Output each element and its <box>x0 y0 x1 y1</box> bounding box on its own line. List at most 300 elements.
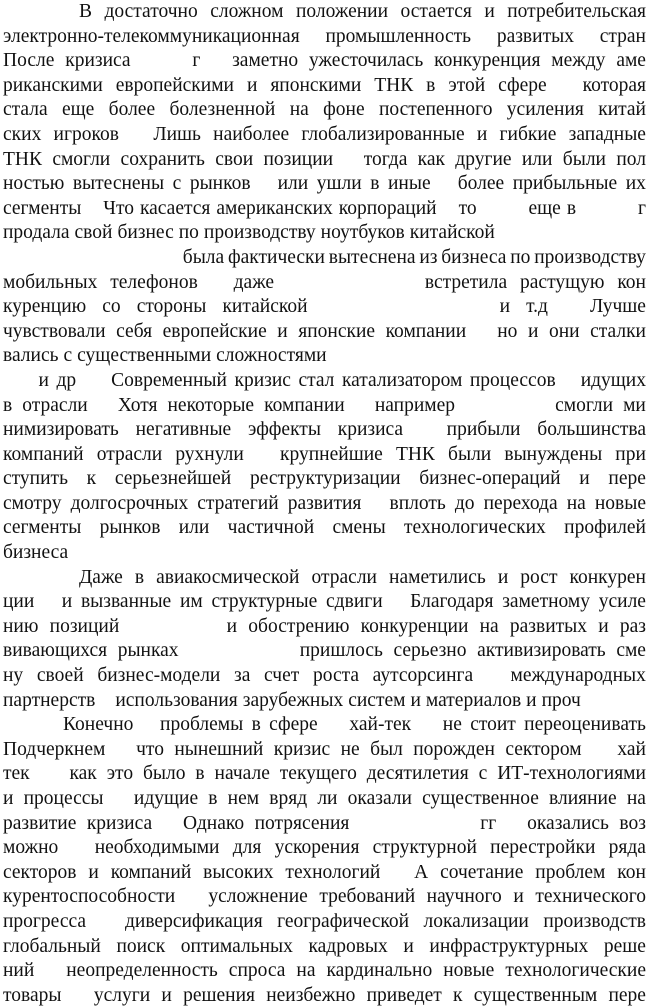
word: смены <box>332 517 386 539</box>
word: и <box>246 74 258 96</box>
word: ушли <box>316 173 362 195</box>
word: производств <box>543 910 646 932</box>
word: в <box>208 788 218 809</box>
word: на <box>289 99 309 121</box>
word: не <box>442 714 462 736</box>
word: со <box>102 296 121 318</box>
text-line <box>3 74 646 99</box>
word: новые <box>443 960 495 982</box>
text-line <box>3 123 646 148</box>
word: материалов <box>425 689 522 711</box>
word: перехода <box>483 492 558 514</box>
blank-gap <box>287 271 412 296</box>
word: и <box>3 788 14 809</box>
text-line <box>3 639 646 664</box>
word: конкуренция <box>434 50 541 72</box>
blank-gap <box>45 959 55 984</box>
blank-gap <box>40 762 60 787</box>
blank-gap <box>507 812 517 837</box>
word: и <box>403 935 414 957</box>
word: ускорения <box>274 837 360 859</box>
blank-gap <box>187 885 197 910</box>
word: переоценивать <box>524 714 646 736</box>
blank-gap <box>563 369 573 394</box>
word: или <box>277 173 309 195</box>
word: их <box>625 173 646 195</box>
word: вынуждены <box>504 443 603 465</box>
word: положении <box>295 1 389 22</box>
word: к <box>453 984 463 1006</box>
text-line <box>3 295 646 320</box>
word: и <box>526 689 537 711</box>
word: стратегий <box>197 492 279 514</box>
word: достаточно <box>104 1 198 22</box>
text-line <box>3 812 646 837</box>
word: эффекты <box>248 419 321 441</box>
word: ностью <box>3 173 65 195</box>
word: стран <box>599 25 646 47</box>
word: наиболее <box>213 123 290 145</box>
word: в <box>566 197 577 219</box>
word: порожден <box>413 738 495 760</box>
word: например <box>374 394 456 416</box>
text-line <box>3 959 646 984</box>
word: ТНК <box>374 74 414 96</box>
word: тек <box>3 763 30 785</box>
text-line <box>3 861 646 886</box>
word: ми <box>623 394 646 416</box>
word: десятилетия <box>366 763 469 785</box>
text-line <box>3 418 646 443</box>
word: ужесточилась <box>309 50 424 72</box>
word: глобализированные <box>301 123 465 145</box>
word: решения <box>183 984 255 1006</box>
word: игроков <box>53 123 119 145</box>
word: оптимальных <box>180 935 293 957</box>
word: корпораций <box>338 197 437 219</box>
word: текущего <box>279 763 357 785</box>
word: на <box>626 788 646 809</box>
word: развитие <box>3 812 77 834</box>
word: производству <box>534 246 646 268</box>
blank-gap <box>79 246 179 271</box>
blank-gap <box>370 492 380 517</box>
word: и <box>476 123 488 145</box>
word: как <box>69 763 97 785</box>
word: остается <box>400 1 472 22</box>
blank-gap <box>592 738 607 763</box>
word: что <box>136 738 164 760</box>
text-line <box>3 467 646 492</box>
word: А <box>414 861 429 883</box>
word: структурные <box>211 591 318 613</box>
word: катализатором <box>341 369 463 391</box>
word: фоне <box>323 99 365 121</box>
word: ступить <box>3 468 68 490</box>
blank-gap <box>98 394 108 419</box>
word: вплоть <box>389 492 446 514</box>
text-line <box>3 369 646 394</box>
text-line <box>3 836 646 861</box>
word: сложном <box>210 1 284 22</box>
word: и <box>484 1 495 22</box>
word: американских <box>216 197 333 219</box>
word: технологий <box>285 861 381 883</box>
word: компаний <box>3 443 84 465</box>
word: рухнули <box>175 443 244 465</box>
word: т.д <box>526 296 548 318</box>
text-line <box>3 885 646 910</box>
word: сложностями <box>216 345 327 367</box>
word: тогда <box>363 148 408 170</box>
word: смотру <box>3 492 62 514</box>
word: г <box>637 197 646 219</box>
word: кон <box>617 861 646 883</box>
word: болезненной <box>169 99 276 121</box>
word: прогресса <box>3 910 87 932</box>
blank-gap <box>439 172 449 197</box>
word: ции <box>3 591 35 613</box>
word: услуги <box>93 984 151 1006</box>
word: бизнеса <box>441 246 507 268</box>
text-line <box>3 984 646 1008</box>
blank-gap <box>101 910 111 935</box>
word: Лишь <box>153 123 201 145</box>
blank-gap <box>560 74 570 99</box>
word: спроса <box>228 960 286 982</box>
blank-gap <box>114 787 124 812</box>
word: ноутбуков <box>320 222 405 244</box>
text-line <box>3 443 646 468</box>
word: В <box>79 1 93 22</box>
blank-gap <box>211 49 221 74</box>
word: сектором <box>505 738 582 760</box>
word: диверсификация <box>124 910 263 932</box>
word: Благодаря <box>410 591 494 613</box>
word: в <box>426 74 436 96</box>
word: хай <box>617 738 646 760</box>
word: своей <box>36 665 84 687</box>
blank-gap <box>343 148 353 173</box>
blank-gap <box>211 271 221 296</box>
text-line <box>3 271 646 296</box>
word: по <box>510 246 531 268</box>
word: ну <box>3 665 24 687</box>
word: но <box>497 320 518 342</box>
text-line <box>3 566 646 591</box>
word: с <box>172 173 182 195</box>
word: Конечно <box>63 714 134 736</box>
word: существенное <box>422 788 539 809</box>
blank-gap <box>73 984 83 1008</box>
word: заметному <box>502 591 590 613</box>
word: японские <box>298 320 376 342</box>
word: неопределенность <box>66 960 218 982</box>
word: развития <box>287 492 362 514</box>
blank-gap <box>443 197 453 222</box>
text-line <box>3 615 646 640</box>
word: ТНК <box>395 443 435 465</box>
word: отрасли <box>22 394 88 416</box>
word: наметились <box>389 566 486 588</box>
word: европейские <box>162 320 267 342</box>
word: Однако <box>183 812 245 834</box>
blank-gap <box>84 369 104 394</box>
word: высоких <box>203 861 274 883</box>
word: бизнес-операций <box>419 468 561 490</box>
word: вытеснена <box>328 246 416 268</box>
text-line <box>3 221 646 246</box>
word: сдвиги <box>326 591 383 613</box>
word: растущую <box>520 271 605 293</box>
word: необходимыми <box>94 837 220 859</box>
word: г <box>192 50 201 72</box>
word: до <box>454 492 475 514</box>
word: аме <box>616 50 646 72</box>
word: бизнеса <box>3 542 69 564</box>
blank-gap <box>21 369 31 394</box>
word: частичной <box>227 517 315 539</box>
word: использования <box>115 689 238 711</box>
word: кризиса <box>65 50 131 72</box>
word: к <box>86 468 97 490</box>
word: развитых <box>509 615 587 637</box>
text-line <box>3 689 646 714</box>
word: авиакосмической <box>156 566 300 588</box>
blank-gap <box>189 639 289 664</box>
word: проблемы <box>160 714 244 736</box>
word: отрасли <box>311 566 377 588</box>
word: сме <box>616 640 646 662</box>
word: существенным <box>473 984 598 1006</box>
word: на <box>296 960 316 982</box>
word: научного <box>426 886 502 908</box>
word: Что <box>103 197 134 219</box>
word: при <box>615 443 646 465</box>
word: ли <box>317 788 338 809</box>
blank-gap <box>391 590 401 615</box>
word: хай-тек <box>349 714 412 736</box>
word: международных <box>510 665 646 687</box>
word: вивающихся <box>3 640 108 662</box>
word: проч <box>541 689 581 711</box>
word: постепенного <box>378 99 493 121</box>
word: другие <box>455 148 512 170</box>
blank-gap <box>259 172 269 197</box>
word: вытеснены <box>72 173 165 195</box>
word: и <box>226 615 238 637</box>
text-line <box>3 738 646 763</box>
word: гибкие <box>499 123 557 145</box>
word: и <box>499 296 511 318</box>
word: рынков <box>189 173 251 195</box>
word: более <box>108 99 156 121</box>
text-line <box>3 197 646 222</box>
word: пере <box>608 468 646 490</box>
word: встретила <box>424 271 508 293</box>
word: Подчеркнем <box>3 738 106 760</box>
word: нем <box>227 788 260 809</box>
word: нимизировать <box>3 419 119 441</box>
word: Лучше <box>590 296 646 318</box>
blank-gap <box>163 812 173 837</box>
word: сфере <box>498 74 547 96</box>
word: сохранить <box>120 148 205 170</box>
word: серьезнейшей <box>114 468 232 490</box>
word: идущих <box>580 369 646 391</box>
word: и <box>598 615 609 637</box>
word: и <box>410 689 421 711</box>
blank-gap <box>360 812 470 837</box>
blank-gap <box>131 123 141 148</box>
word: чувствовали <box>3 320 106 342</box>
word: оказали <box>347 788 412 809</box>
word: воз <box>619 812 646 834</box>
blank-gap <box>487 664 497 689</box>
word: начале <box>214 763 270 785</box>
blank-gap <box>483 197 523 222</box>
word: ний <box>3 960 35 982</box>
word: долгосрочных <box>70 492 189 514</box>
word: большинства <box>537 419 646 441</box>
word: географической <box>277 910 410 932</box>
word: новые <box>594 492 646 514</box>
word: систем <box>348 689 406 711</box>
word: более <box>457 173 505 195</box>
word: усиле <box>598 591 646 613</box>
word: Современный <box>111 369 227 391</box>
word: компании <box>385 320 467 342</box>
word: промышленность <box>325 25 472 47</box>
word: нынешний <box>174 738 264 760</box>
word: ТНК <box>3 148 42 170</box>
word: партнерств <box>3 689 96 711</box>
blank-gap <box>141 49 181 74</box>
blank-gap <box>582 197 632 222</box>
word: серьезно <box>393 640 467 662</box>
word: существенными <box>77 345 212 367</box>
word: реше <box>603 935 646 957</box>
blank-gap <box>477 320 487 345</box>
word: влияние <box>549 788 617 809</box>
word: и <box>579 468 590 490</box>
word: счет <box>264 665 300 687</box>
word: др <box>56 369 77 391</box>
text-line <box>3 320 646 345</box>
word: вызванные <box>80 591 172 613</box>
word: была <box>182 246 225 268</box>
word: поиск <box>116 935 166 957</box>
word: После <box>3 50 55 72</box>
word: не <box>340 738 360 760</box>
word: идущие <box>133 788 199 809</box>
word: раз <box>619 615 646 637</box>
blank-gap <box>100 689 110 714</box>
word: для <box>232 837 262 859</box>
word: товары <box>3 984 62 1006</box>
word: и <box>61 591 73 613</box>
word: смогли <box>555 394 614 416</box>
word: им <box>179 591 203 613</box>
word: и <box>513 886 524 908</box>
word: стороны <box>136 296 207 318</box>
text-line <box>3 787 646 812</box>
word: смогли <box>52 148 111 170</box>
blank-gap <box>43 590 53 615</box>
word: Даже <box>79 566 123 588</box>
text-line <box>3 713 646 738</box>
word: западные <box>568 123 646 145</box>
word: которая <box>582 74 646 96</box>
word: себя <box>116 320 153 342</box>
word: они <box>548 320 580 342</box>
word: были <box>562 148 606 170</box>
word: Хотя <box>117 394 158 416</box>
word: роста <box>312 665 360 687</box>
word: развитых <box>496 25 574 47</box>
word: европейскими <box>115 74 234 96</box>
word: сталки <box>590 320 646 342</box>
text-line <box>3 394 646 419</box>
word: из <box>419 246 438 268</box>
word: кон <box>617 271 646 293</box>
word: прибыли <box>446 419 521 441</box>
word: фактически <box>227 246 325 268</box>
blank-gap <box>130 615 215 640</box>
word: телефонов <box>110 271 198 293</box>
word: реструктуризации <box>249 468 401 490</box>
word: перестройки <box>490 837 596 859</box>
word: позиций <box>49 615 120 637</box>
word: кризис <box>234 369 291 391</box>
word: в <box>195 763 205 785</box>
word: куренцию <box>3 296 87 318</box>
word: и <box>497 566 509 588</box>
blank-gap <box>116 738 126 763</box>
word: гг <box>480 812 497 834</box>
blank-gap <box>392 861 402 886</box>
text-line <box>3 0 646 25</box>
word: с <box>63 345 73 367</box>
word: потребительская <box>507 1 646 22</box>
word: процессов <box>469 369 556 391</box>
word: можно <box>3 837 59 859</box>
word: продала <box>3 222 70 244</box>
word: некоторые <box>167 394 255 416</box>
text-line <box>3 935 646 960</box>
word: за <box>234 665 251 687</box>
word: еще <box>528 197 561 219</box>
word: сфере <box>269 714 318 736</box>
word: структурной <box>372 837 477 859</box>
word: профилей <box>564 517 646 539</box>
word: в <box>134 566 145 588</box>
word: касается <box>139 197 211 219</box>
word: рынков <box>99 517 161 539</box>
word: технологические <box>505 960 646 982</box>
word: конкурен <box>569 566 646 588</box>
word: инфраструктурных <box>429 935 589 957</box>
word: оказались <box>527 812 609 834</box>
word: свой <box>74 222 113 244</box>
word: электронно-телекоммуникационная <box>3 25 300 47</box>
word: проблем <box>535 861 606 883</box>
word: негативные <box>135 419 232 441</box>
word: как <box>417 148 445 170</box>
word: конкуренции <box>360 615 469 637</box>
text-line <box>3 541 646 566</box>
blank-gap <box>257 443 267 468</box>
